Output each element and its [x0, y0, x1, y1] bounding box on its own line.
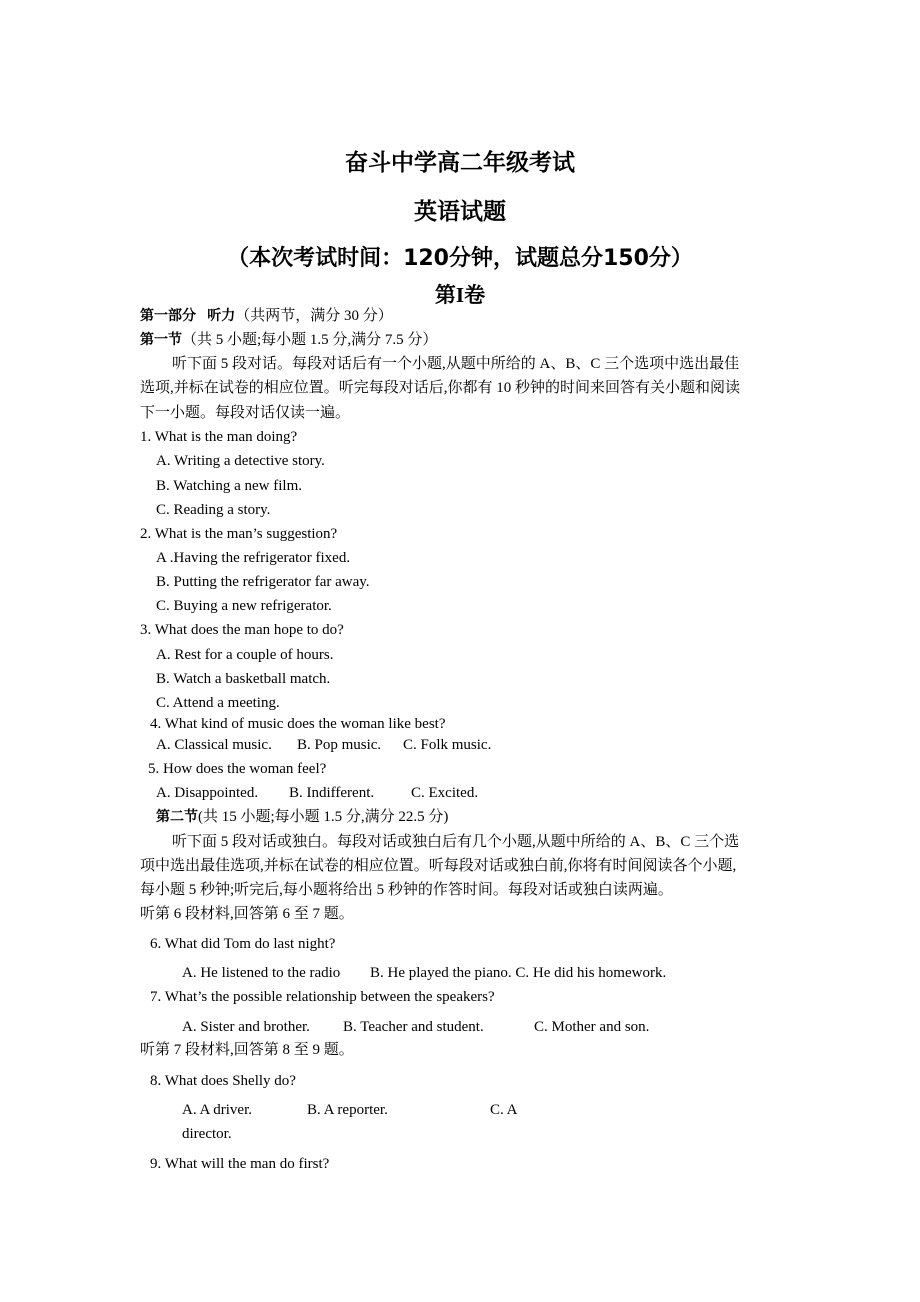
option: A .Having the refrigerator fixed. [156, 550, 351, 566]
instruction-line: 听下面 5 段对话或独白。每段对话或独白后有几个小题,从题中所给的 A、B、C 三个选 [172, 834, 740, 850]
option: A. Rest for a couple of hours. [156, 647, 334, 663]
exam-info: （本次考试时间：120分钟，试题总分150分） [227, 246, 693, 271]
option: B. A reporter. [307, 1102, 388, 1118]
option: B. Indifferent. [289, 785, 375, 801]
part1-heading [140, 306, 393, 326]
option: B. Watching a new film. [156, 478, 302, 494]
question-3: 3. What does the man hope to do? [140, 622, 344, 638]
question-5: 5. How does the woman feel? [148, 761, 327, 777]
option: C. A [490, 1102, 518, 1118]
section1-title: 第一节 [140, 332, 182, 348]
option: A. Writing a detective story. [156, 453, 325, 469]
option: B. He played the piano. C. He did his homework. [370, 965, 667, 981]
question-4: 4. What kind of music does the woman like best? [150, 716, 446, 732]
question-8: 8. What does Shelly do? [150, 1073, 296, 1089]
instruction-line: 项中选出最佳选项,并标在试卷的相应位置。听每段对话或独白前,你将有时间阅读各个小题, [140, 858, 737, 874]
section1-note: （共 5 小题;每小题 1.5 分,满分 7.5 分） [182, 332, 438, 348]
option: C. Excited. [411, 785, 479, 801]
school-title: 奋斗中学高二年级考试 [345, 150, 575, 176]
question-7: 7. What’s the possible relationship between the speakers? [150, 989, 495, 1005]
part1-name: 听力 [207, 308, 236, 324]
instruction-line: 下一小题。每段对话仅读一遍。 [140, 405, 351, 421]
option: C. Attend a meeting. [156, 695, 280, 711]
subject-title: 英语试题 [414, 199, 506, 225]
option: B. Putting the refrigerator far away. [156, 574, 370, 590]
instruction-line: 选项,并标在试卷的相应位置。听完每段对话后,你都有 10 秒钟的时间来回答有关小题和阅读 [140, 380, 741, 396]
option: A. Sister and brother. [182, 1019, 310, 1035]
option: C. Folk music. [403, 737, 492, 753]
question-6: 6. What did Tom do last night? [150, 936, 336, 952]
option: A. A driver. [182, 1102, 252, 1118]
option-continuation: director. [182, 1126, 232, 1142]
material-6-note: 听第 6 段材料,回答第 6 至 7 题。 [140, 906, 354, 922]
material-7-note: 听第 7 段材料,回答第 8 至 9 题。 [140, 1042, 354, 1058]
question-1: 1. What is the man doing? [140, 429, 298, 445]
part1-note: （共两节，满分 30 分） [235, 308, 393, 324]
option: C. Mother and son. [534, 1019, 650, 1035]
section2-heading [156, 807, 448, 827]
option: C. Buying a new refrigerator. [156, 598, 332, 614]
option: B. Teacher and student. [343, 1019, 484, 1035]
option: A. Disappointed. [156, 785, 259, 801]
option: A. Classical music. [156, 737, 272, 753]
option: B. Watch a basketball match. [156, 671, 331, 687]
question-9: 9. What will the man do first? [150, 1156, 330, 1172]
part1-title: 第一部分 [140, 308, 196, 324]
option: B. Pop music. [297, 737, 382, 753]
option: C. Reading a story. [156, 502, 271, 518]
option: A. He listened to the radio [182, 965, 341, 981]
instruction-line: 每小题 5 秒钟;听完后,每小题将给出 5 秒钟的作答时间。每段对话或独白读两遍。 [140, 882, 673, 898]
volume-title: 第I卷 [434, 283, 486, 307]
instruction-line: 听下面 5 段对话。每段对话后有一个小题,从题中所给的 A、B、C 三个选项中选出最佳 [172, 356, 740, 372]
question-2: 2. What is the man’s suggestion? [140, 526, 338, 542]
section1-heading [140, 330, 437, 350]
section2-note: (共 15 小题;每小题 1.5 分,满分 22.5 分) [198, 809, 449, 825]
section2-title: 第二节 [156, 809, 198, 825]
